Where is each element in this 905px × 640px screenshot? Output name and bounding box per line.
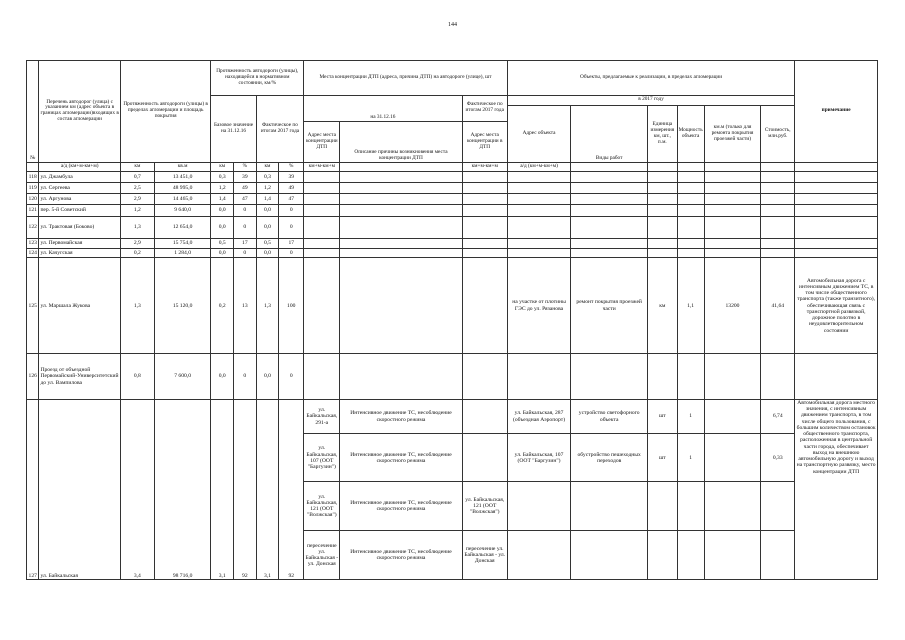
header-base-value: Базовое значение на 31.12.16 [211,95,256,162]
unit-pct2: % [279,162,304,171]
header-addr-dtp2: Адрес места концентрации в ДТП [462,122,507,163]
header-list-roads: Перечень автодорог (улица) с указанием км (адрес объекта в границах агломерации)входящих в состав агломерации [39,61,120,163]
unit-pct: % [234,162,257,171]
table-row: 124 ул. Качугская 0,2 1 284,0 0,0 0 0,0 0 [27,249,878,258]
agglomeration-roads-table [26,60,878,580]
table-row: 126 Проезд от объездной Первомайский-Университетский до ул. Вампилова 0,8 7 600,0 0,0 0 0,0 0 [27,354,878,400]
table-row: пересечение ул. Байкальская - ул. Донская Интенсивное движение ТС, несоблюдение скоростного режима пересечение ул. Байкальская - ул. Донская [27,531,878,580]
unit-km3: км [256,162,279,171]
unit-desc-blank [340,162,462,171]
header-dtp-group: Места концентрации ДТП (адреса, причина ДТП) на автодороге (улице), шт [304,61,508,96]
header-note: примечание [795,61,878,163]
table-row: 123 ул. Первомайская 2,9 15 754,0 0,5 17 0,5 17 [27,239,878,249]
header-object-addr: Адрес объекта [507,105,570,162]
table-row: 127 ул. Байкальская 3,4 98 716,0 3,1 92 3,1 92 ул. Байкальская, 291-а Интенсивное движение ТС, несоблюдение скоростного режима ул. Байкальская, 287 (объездная Аэропорт) устройство светофорного объекта шт 1 6,74 Автомобильная дорога местного значения, с интенсивным движением транспорта, в том числе общего пользования, с большим количеством остановок общественного транспорта, расположенная в центральной части города, обеспечивает выход на внешнюю автомобильную дорогу и выход на транспортную развязку, место концентрации ДТП [27,399,878,434]
row127-note: Автомобильная дорога местного значения, с интенсивным движением транспорта, в том числе общего пользования, с большим количеством остановок общественного транспорта, расположенная в центральной части города, обеспечивает выход на внешнюю автомобильную дорогу и выход на транспортную развязку, место концентрации ДТП [795,399,878,579]
table-row: 119 ул. Сергеева 2,5 48 995,0 1,2 49 1,2 49 [27,183,878,194]
header-normative-group: Протяженность автодороги (улицы), находящейся в нормативном состоянии, км/% [211,61,304,96]
table-row: ул. Байкальская, 121 (ООТ "Волжская") Интенсивное движение ТС, несоблюдение скоростного режима ул. Байкальская, 121 (ООТ "Волжская") [27,482,878,531]
unit-km2: км [211,162,234,171]
table-row: ул. Байкальская, 107 (ООТ "Баргузин") Интенсивное движение ТС, несоблюдение скоростного режима ул. Байкальская, 107 (ООТ "Баргузин") обустройство пешеходных переходов шт 1 0,33 [27,434,878,482]
page-number: 144 [448,22,457,28]
row125-note: Автомобильная дорога с интенсивным движением ТС, в том числе общественного транспорта (также транзитного), обеспечивающая связь с транспортной развязкой, дорожное полотно в неудовлетворительном состоянии [795,258,878,354]
header-actual-value: Фактическое по итогам 2017 года [256,95,304,162]
header-in-2017: в 2017 году [507,95,794,105]
header-objects-group: Объекты, предлагаемые к реализации, в пределах агломерации [507,61,794,96]
header-length-roads: Протяженность автодороги (улицы) в пределах агломерации и площадь покрытия [120,61,211,163]
table-row: 118 ул. Джамбула 0,7 13 451,0 0,3 39 0,3 39 [27,171,878,182]
table-row: 122 ул. Трактовая (Боково) 1,3 12 654,0 0,0 0 0,0 0 [27,216,878,238]
unit-ad2: а/д (км+м-км+м) [507,162,570,171]
unit-blank [27,162,39,171]
header-addr-dtp: Адрес места концентрации ДТП [304,122,340,163]
header-as-of: на 31.12.16 [304,95,462,121]
unit-kmm2: км+м-км+м [462,162,507,171]
header-unit: Единица измерения км, шт., п.м. [648,105,677,162]
table-row: 121 пер. 5-й Советский 1,2 9 640,0 0,0 0 0,0 0 [27,205,878,216]
header-capacity: Мощность объекта [677,105,704,162]
unit-sqm: кв.м [154,162,211,171]
unit-ad: а/д (км+м-км+м) [39,162,120,171]
header-desc-dtp: Описание причины возникновения места концентрации ДТП [340,122,462,163]
header-work-type: Виды работ [571,105,648,162]
table-row: 125 ул. Маршала Жукова 1,3 15 120,0 0,2 13 1,3 100 на участке от плотины ГЭС до ул. Рязанова ремонт покрытия проезжей части км 1,1 13200 41,64 Автомобильная дорога с интенсивным движением ТС, в том числе общественного транспорта (также транзитного), обеспечивающая связь с транспортной развязкой, дорожное полотно в неудовлетворительном состоянии [27,258,878,354]
header-no: № [27,61,39,163]
unit-km: км [120,162,154,171]
table-row: 120 ул. Аргунова 2,9 14 465,0 1,4 47 1,4 47 [27,194,878,205]
header-actual-dtp: Фактическое по итогам 2017 года [462,95,507,121]
unit-kmm: км+м-км+м [304,162,340,171]
header-cost: Стоимость, млн.руб. [761,105,795,162]
header-km-m: км.м (только для ремонта покрытия проезжей части) [704,105,761,162]
